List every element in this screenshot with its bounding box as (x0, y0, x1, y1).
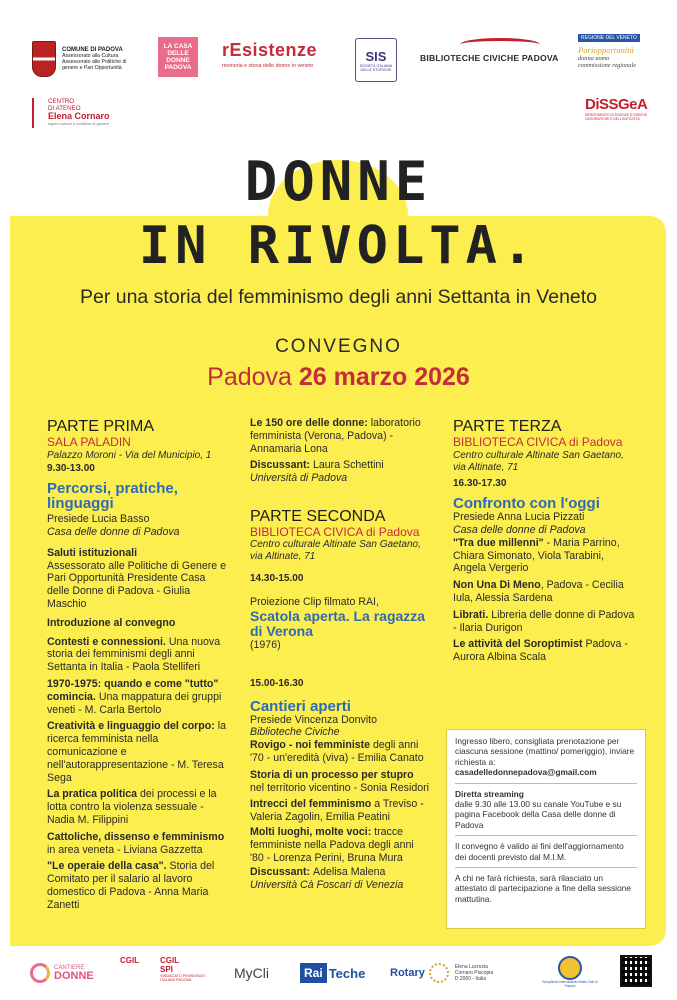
sponsor-cgil (120, 956, 150, 990)
title-line1: DONNE (244, 150, 433, 213)
info-box (446, 729, 646, 929)
logo-cornaro-name: Elena Cornaro (48, 110, 110, 121)
talk-speaker: tracce femministe nella Padova degli anni '80 - Lorenza Perini, Bruna Mura (250, 826, 414, 864)
part2-time2: 15.00-16.30 (250, 677, 304, 689)
talk-title: Le 150 ore delle donne: (250, 417, 368, 429)
logo-cornaro-line1: CENTRO (48, 98, 75, 105)
cgil-label: CGIL (120, 956, 140, 965)
part1-talk (47, 636, 227, 674)
discussant-org: Università Cà Foscari di Venezia (250, 879, 404, 892)
logo-veneto-line2: donna uomo (578, 55, 610, 62)
talk-speaker: degli anni '70 - un'eredità (viva) - Emilia Canato (250, 739, 424, 765)
col2-discussant (250, 459, 430, 472)
cantiere-top: CANTIERE (54, 965, 85, 971)
logo-biblioteche-name: BIBLIOTECHE CIVICHE PADOVA (420, 53, 559, 63)
logo-regione-veneto (578, 34, 658, 82)
mycli-label: MyCli (234, 965, 269, 981)
col2-talk (250, 417, 430, 455)
logo-padova-line3: genere e Pari Opportunità (62, 65, 122, 72)
rotary-label: Rotary (390, 967, 425, 979)
talk-title: Non Una Di Meno (453, 579, 541, 592)
talk-title: Rovigo - noi femministe (250, 739, 371, 752)
title-line2: IN RIVOLTA. (138, 216, 539, 276)
rai-label: Rai (300, 963, 327, 983)
event-date-value: 26 marzo 2026 (298, 363, 470, 391)
talk-speaker: dei processi e la lotta contro la violenza sessuale - Nadia M. Filippini (47, 788, 217, 827)
logo-biblioteche-civiche (420, 38, 560, 78)
logo-veneto-line1: Pariopportunità (578, 45, 634, 55)
logo-resistenze-name: rEsistenze (222, 40, 318, 60)
part1-address: Palazzo Moroni - Via del Municipio, 1 (47, 449, 212, 461)
logo-dissgea (585, 96, 655, 132)
info-teachers: Il convegno è valido ai fini dell'aggiornamento dei docenti previsto dal M.I.M. (455, 841, 624, 862)
talk-speaker: in area veneta - Liviana Gazzetta (47, 843, 203, 856)
rotary-wheel-icon (429, 963, 449, 983)
logo-cornaro-sub: saperi culture e politiche di genere (48, 121, 109, 127)
talk-speaker: Storia del Comitato per il salario al lavoro domestico di Padova - Anna Maria Zanetti (47, 860, 215, 911)
talk-title: "Tra due millenni" (453, 536, 544, 549)
clip-year: (1976) (250, 639, 281, 652)
talk-title: Cattoliche, dissenso e femminismo (47, 830, 225, 843)
part2-talk (250, 739, 430, 765)
talk-speaker: - Maria Parrino, Chiara Simonato, Viola Tarabini, Angela Vergerio (453, 536, 620, 575)
talk-speaker: la ricerca femminista nella comunicazione e nell'autorappresentazione - M. Teresa Sega (47, 720, 226, 784)
part3-talk (453, 537, 638, 575)
discussant-name: Laura Schettini (313, 459, 384, 472)
event-city: Padova (207, 363, 292, 391)
sponsor-cantiere-donne (30, 956, 105, 990)
logo-sis-sub: SOCIETÀ ITALIANA DELLE STORICHE (359, 63, 393, 72)
part2-talk (250, 769, 430, 795)
logo-casa-delle-donne (158, 37, 198, 77)
rotary-sub3: D.2060 - Italia (454, 976, 486, 982)
soroptimist-emblem-icon (558, 956, 582, 980)
logo-veneto-line3: commissione regionale (578, 62, 637, 69)
part1-session-title: Percorsi, pratiche, linguaggi (47, 480, 178, 513)
talk-title: 1970-1975: quando e come "tutto" comincia. (47, 678, 219, 703)
discussant-name: Adelisa Malena (313, 866, 386, 879)
talk-title: Le attività del Soroptimist (453, 638, 583, 651)
talk-title: Storia di un processo per stupro (250, 768, 414, 781)
part3-talk (453, 609, 638, 635)
part3-time: 16.30-17.30 (453, 477, 507, 489)
talk-speaker: a Treviso - Valeria Zagolin, Emilia Peatini (250, 798, 424, 824)
subtitle: Per una storia del femminismo degli anni Settanta in Veneto (79, 286, 598, 308)
part2-discussant (250, 866, 430, 879)
info-stream-title: Diretta streaming (455, 788, 524, 799)
talk-title: Creatività e linguaggio del corpo: (47, 720, 215, 733)
logo-sis-name: SIS (365, 48, 387, 64)
sponsor-spi-cgil (160, 956, 220, 990)
logo-padova-line1: Assessorato alla Cultura (62, 52, 119, 59)
part2-chair-org: Biblioteche Civiche (250, 726, 340, 739)
logo-veneto-bar: REGIONE DEL VENETO (578, 34, 640, 42)
saluti-title: Saluti istituzionali (47, 546, 138, 559)
logo-comune-padova (32, 38, 152, 80)
sponsor-rotary (390, 956, 550, 990)
part2-talk (250, 798, 430, 824)
discussant-label: Discussant: (250, 866, 313, 879)
part2-talk (250, 826, 430, 864)
part3-address: Centro culturale Altinate San Gaetano, via Altinate, 71 (453, 449, 624, 473)
info-email[interactable]: casadelledonnepadova@gmail.com (455, 767, 597, 778)
soroptimist-label: Soroptimist International d'Italia Club di Padova (542, 980, 598, 988)
talk-speaker: laboratorio femminista (Verona, Padova) - Annamaria Lona (250, 417, 421, 455)
part3-session-title: Confronto con l'oggi (453, 495, 600, 513)
talk-title: Librati. (453, 608, 489, 621)
spi-label: SPI (160, 965, 173, 974)
talk-title: Intrecci del femminismo (250, 798, 372, 811)
clip-label: Proiezione Clip filmato RAI, (250, 596, 379, 609)
part3-venue: BIBLIOTECA CIVICA di Padova (453, 435, 623, 449)
part1-time: 9.30-13.00 (47, 462, 95, 474)
logo-dissgea-name: DiSSGeA (585, 96, 648, 113)
logo-cornaro-line2: DI ATENEO (48, 105, 81, 113)
part3-talk (453, 579, 638, 605)
discussant-org: Università di Padova (250, 472, 348, 485)
talk-speaker: Una mappatura dei gruppi veneti - M. Carla Bertolo (47, 690, 222, 716)
logo-elena-cornaro (32, 98, 152, 130)
part1-chair-org: Casa delle donne di Padova (47, 526, 180, 539)
part2-heading: PARTE SECONDA (250, 507, 386, 525)
part1-talk (47, 831, 227, 857)
clip-title: Scatola aperta. La ragazza di Verona (250, 608, 426, 640)
divider (455, 835, 637, 836)
talk-speaker: Padova - Aurora Albina Scala (453, 638, 628, 664)
part1-talk (47, 678, 227, 716)
divider (455, 783, 637, 784)
cgil2-label: CGIL (160, 956, 180, 965)
logo-resistenze (222, 40, 330, 80)
part1-heading: PARTE PRIMA (47, 418, 154, 435)
qr-code-icon[interactable] (620, 955, 652, 987)
logo-casa-text: LA CASA DELLE DONNE PADOVA (163, 43, 193, 71)
info-stream-text: dalle 9.30 alle 13.00 su canale YouTube e su pagina Facebook della Casa delle donne di Padova (455, 799, 622, 830)
part2-venue: BIBLIOTECA CIVICA di Padova (250, 524, 420, 539)
intro-title: Introduzione al convegno (47, 616, 176, 629)
part2-time1: 14.30-15.00 (250, 573, 304, 585)
cantiere-name: DONNE (54, 970, 94, 982)
event-date (0, 363, 677, 392)
rotary-sub1: Elena Lucrezia (454, 964, 488, 970)
talk-speaker: Libreria delle donne di Padova - Ilaria Durigon (453, 608, 635, 634)
info-booking: Ingresso libero, consigliata prenotazione per ciascuna sessione (mattino/ pomeriggio), inviare richiesta a: (455, 736, 635, 767)
discussant-label: Discussant: (250, 459, 313, 472)
rai-teche-label: Teche (328, 965, 366, 981)
column-part-one (47, 418, 227, 912)
talk-speaker: , Padova - Cecilia Iula, Alessia Sardena (453, 579, 624, 605)
saluti-text: Assessorato alle Politiche di Genere e Pari Opportunità Presidente Casa delle Donne di Padova - Giulia Maschio (47, 559, 227, 611)
info-certificate: A chi ne farà richiesta, sarà rilasciato un attestato di partecipazione a fine della sessione mattutina. (455, 873, 631, 904)
part2-address: Centro culturale Altinate San Gaetano, via Altinate, 71 (250, 539, 421, 563)
logo-dissgea-sub: DIPARTIMENTO DI SCIENZE STORICHE, GEOGRAFICHE E DELL'ANTICHITÀ (585, 113, 648, 121)
rotary-sub2: Cornaro Piscopia (454, 970, 494, 976)
part2-chair: Presiede Vincenza Donvito (250, 713, 378, 726)
talk-title: Contesti e connessioni. (47, 635, 166, 648)
column-part-three (453, 418, 638, 664)
talk-title: Molti luoghi, molte voci: (250, 826, 372, 839)
sponsor-mycli (234, 956, 280, 990)
swoosh-icon (460, 38, 540, 51)
sponsor-rai-teche (300, 956, 366, 990)
logo-padova-line2: Assessorato alle Politiche di (62, 59, 127, 65)
part1-talk (47, 788, 227, 826)
event-type: CONVEGNO (275, 336, 402, 357)
part3-talk (453, 638, 638, 664)
talk-title: "Le operaie della casa". (47, 860, 167, 873)
talk-title: La pratica politica (47, 788, 138, 801)
cornaro-mark-icon (32, 98, 44, 128)
padova-crest-icon (32, 41, 56, 77)
divider (455, 867, 637, 868)
part3-chair-org: Casa delle donne di Padova (453, 524, 586, 537)
part3-heading: PARTE TERZA (453, 418, 562, 435)
column-part-two (250, 417, 430, 892)
part2-session-title: Cantieri aperti (250, 697, 351, 715)
talk-speaker: nel territorio vicentino - Sonia Residori (250, 781, 429, 794)
part1-talk (47, 720, 227, 784)
part1-venue: SALA PALADIN (47, 435, 131, 449)
logo-resistenze-tagline: memoria e storia delle donne in veneto (222, 63, 314, 69)
part3-chair: Presiede Anna Lucia Pizzati (453, 511, 585, 524)
part1-chair: Presiede Lucia Basso (47, 513, 150, 526)
cantiere-ring-icon (30, 963, 50, 983)
spi-sub: SINDACATO PENSIONATI ITALIANI PADOVA (160, 974, 206, 983)
talk-speaker: Una nuova storia dei femminismi degli anni Settanta in Italia - Paola Stelliferi (47, 635, 221, 674)
logo-sis (355, 38, 397, 82)
logo-padova-name: COMUNE DI PADOVA (62, 46, 123, 53)
sponsor-soroptimist (540, 956, 600, 990)
part1-talk (47, 860, 227, 911)
